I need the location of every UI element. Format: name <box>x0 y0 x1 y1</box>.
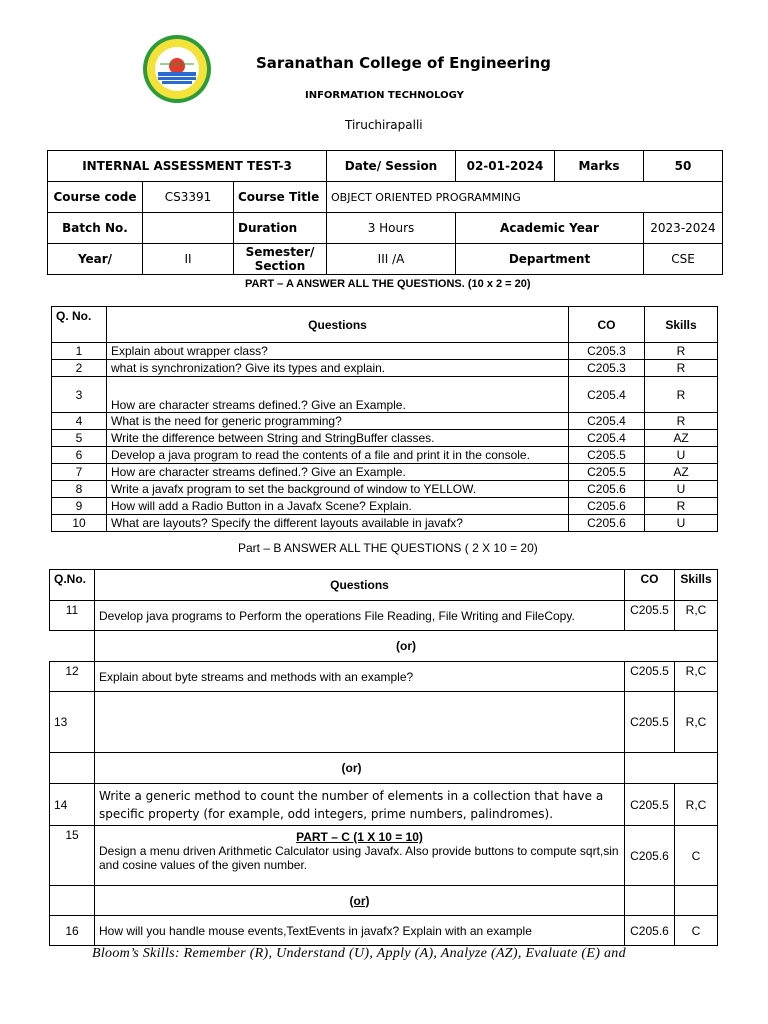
question-co: C205.5 <box>625 601 675 631</box>
department-value: CSE <box>644 244 723 275</box>
question-co: C205.5 <box>625 662 675 692</box>
question-skill: R,C <box>675 662 718 692</box>
blank-cell <box>675 886 718 916</box>
question-number: 9 <box>52 498 107 515</box>
question-number: 7 <box>52 464 107 481</box>
question-text: Write the difference between String and StringBuffer classes. <box>107 430 569 447</box>
part-a-header-co: CO <box>569 307 645 343</box>
question-co: C205.4 <box>569 413 645 430</box>
question-skill: R <box>645 413 718 430</box>
question-skill: C <box>675 826 718 886</box>
question-number: 10 <box>52 515 107 532</box>
question-co: C205.3 <box>569 343 645 360</box>
department-label: Department <box>456 244 644 275</box>
part-b-title: Part – B ANSWER ALL THE QUESTIONS ( 2 X 10 = 20) <box>238 541 538 555</box>
question-co: C205.5 <box>569 464 645 481</box>
year-value: II <box>143 244 234 275</box>
question-skill: R,C <box>675 784 718 826</box>
question-number: 16 <box>50 916 95 946</box>
question-skill: U <box>645 515 718 532</box>
blank-cell <box>625 886 675 916</box>
batch-label: Batch No. <box>48 213 143 244</box>
course-code-value: CS3391 <box>143 182 234 213</box>
question-text: How will you handle mouse events,TextEvents in javafx? Explain with an example <box>95 916 625 946</box>
question-number: 4 <box>52 413 107 430</box>
part-b-header-questions: Questions <box>95 570 625 601</box>
table-row <box>50 916 718 946</box>
blank-cell <box>50 753 95 784</box>
marks-label: Marks <box>555 151 644 182</box>
question-co: C205.4 <box>569 377 645 413</box>
question-co: C205.6 <box>569 515 645 532</box>
part-a-header-qno: Q. No. <box>52 307 107 343</box>
question-text: Develop a java program to read the contents of a file and print it in the console. <box>107 447 569 464</box>
question-skill: R <box>645 343 718 360</box>
semester-value: III /A <box>327 244 456 275</box>
batch-value <box>143 213 234 244</box>
or-divider: (or) <box>95 631 718 662</box>
bloom-skills-footer: Bloom’s Skills: Remember (R), Understand (U), Apply (A), Analyze (AZ), Evaluate (E) and <box>92 946 626 961</box>
table-row <box>52 343 718 360</box>
question-skill: U <box>645 481 718 498</box>
question-text: How are character streams defined.? Give an Example. <box>107 377 569 413</box>
or-divider: (or) <box>95 886 625 916</box>
question-text: How are character streams defined.? Give an Example. <box>107 464 569 481</box>
year-label: Year/ <box>48 244 143 275</box>
table-row <box>50 662 718 692</box>
test-name: INTERNAL ASSESSMENT TEST-3 <box>48 151 327 182</box>
blank-cell <box>625 753 718 784</box>
question-co: C205.6 <box>569 481 645 498</box>
table-row <box>50 601 718 631</box>
question-text: What is the need for generic programming? <box>107 413 569 430</box>
question-number: 8 <box>52 481 107 498</box>
college-logo <box>140 34 214 104</box>
course-title-value: OBJECT ORIENTED PROGRAMMING <box>327 182 723 213</box>
table-row <box>52 413 718 430</box>
question-text: Design a menu driven Arithmetic Calculator using Javafx. Also provide buttons to compute sqrt,sin and cosine values of the given number. <box>99 844 619 872</box>
question-co: C205.5 <box>625 784 675 826</box>
question-number: 13 <box>50 692 95 753</box>
question-skill: U <box>645 447 718 464</box>
academic-year-value: 2023-2024 <box>644 213 723 244</box>
table-row <box>52 481 718 498</box>
question-co: C205.6 <box>625 826 675 886</box>
question-text: What are layouts? Specify the different layouts available in javafx? <box>107 515 569 532</box>
city: Tiruchirapalli <box>345 118 423 132</box>
question-skill: AZ <box>645 464 718 481</box>
question-number: 14 <box>50 784 95 826</box>
question-number: 3 <box>52 377 107 413</box>
question-skill: R <box>645 377 718 413</box>
question-co: C205.5 <box>569 447 645 464</box>
part-b-header-co: CO <box>625 570 675 601</box>
part-b-header-skills: Skills <box>675 570 718 601</box>
table-row <box>52 360 718 377</box>
question-text: Write a generic method to count the number of elements in a collection that have a specific property (for example, odd integers, prime numbers, palindromes). <box>95 784 625 826</box>
question-text: How will add a Radio Button in a Javafx Scene? Explain. <box>107 498 569 515</box>
question-co: C205.5 <box>625 692 675 753</box>
table-row <box>50 784 718 826</box>
date-label: Date/ Session <box>327 151 456 182</box>
question-text: what is synchronization? Give its types and explain. <box>107 360 569 377</box>
table-row <box>50 826 718 886</box>
question-cell <box>95 826 625 886</box>
blank-cell <box>50 886 95 916</box>
duration-value: 3 Hours <box>327 213 456 244</box>
course-code-label: Course code <box>48 182 143 213</box>
question-co: C205.4 <box>569 430 645 447</box>
table-row <box>52 430 718 447</box>
question-text: Develop java programs to Perform the operations File Reading, File Writing and FileCopy. <box>95 601 625 631</box>
college-name: Saranathan College of Engineering <box>256 54 551 72</box>
table-row <box>50 692 718 753</box>
question-number: 11 <box>50 601 95 631</box>
or-divider: (or) <box>95 753 625 784</box>
question-number: 1 <box>52 343 107 360</box>
question-co: C205.6 <box>569 498 645 515</box>
table-row <box>52 464 718 481</box>
question-text: Explain about wrapper class? <box>107 343 569 360</box>
question-skill: R <box>645 498 718 515</box>
question-number: 5 <box>52 430 107 447</box>
table-row <box>52 515 718 532</box>
semester-label: Semester/ Section <box>234 244 327 275</box>
question-co: C205.3 <box>569 360 645 377</box>
question-co: C205.6 <box>625 916 675 946</box>
part-a-header-skills: Skills <box>645 307 718 343</box>
part-a-title: PART – A ANSWER ALL THE QUESTIONS. (10 x 2 = 20) <box>245 278 531 290</box>
part-b-table <box>49 569 718 946</box>
part-b-header-qno: Q.No. <box>50 570 95 601</box>
question-number: 12 <box>50 662 95 692</box>
duration-label: Duration <box>234 213 327 244</box>
question-text: Write a javafx program to set the background of window to YELLOW. <box>107 481 569 498</box>
info-table <box>47 150 723 275</box>
part-a-table <box>51 306 718 532</box>
question-skill: AZ <box>645 430 718 447</box>
question-skill: R <box>645 360 718 377</box>
part-c-title: PART – C (1 X 10 = 10) <box>296 830 423 844</box>
marks-value: 50 <box>644 151 723 182</box>
question-number: 2 <box>52 360 107 377</box>
question-number: 6 <box>52 447 107 464</box>
academic-year-label: Academic Year <box>456 213 644 244</box>
part-a-header-questions: Questions <box>107 307 569 343</box>
question-number: 15 <box>50 826 95 886</box>
date-value: 02-01-2024 <box>456 151 555 182</box>
question-skill: R,C <box>675 601 718 631</box>
question-text: Explain about byte streams and methods with an example? <box>95 662 625 692</box>
question-skill: R,C <box>675 692 718 753</box>
blank-cell <box>50 631 95 662</box>
question-text <box>95 692 625 753</box>
question-skill: C <box>675 916 718 946</box>
course-title-label: Course Title <box>234 182 327 213</box>
table-row <box>52 377 718 413</box>
department-heading: INFORMATION TECHNOLOGY <box>305 90 464 101</box>
table-row <box>52 447 718 464</box>
table-row <box>52 498 718 515</box>
